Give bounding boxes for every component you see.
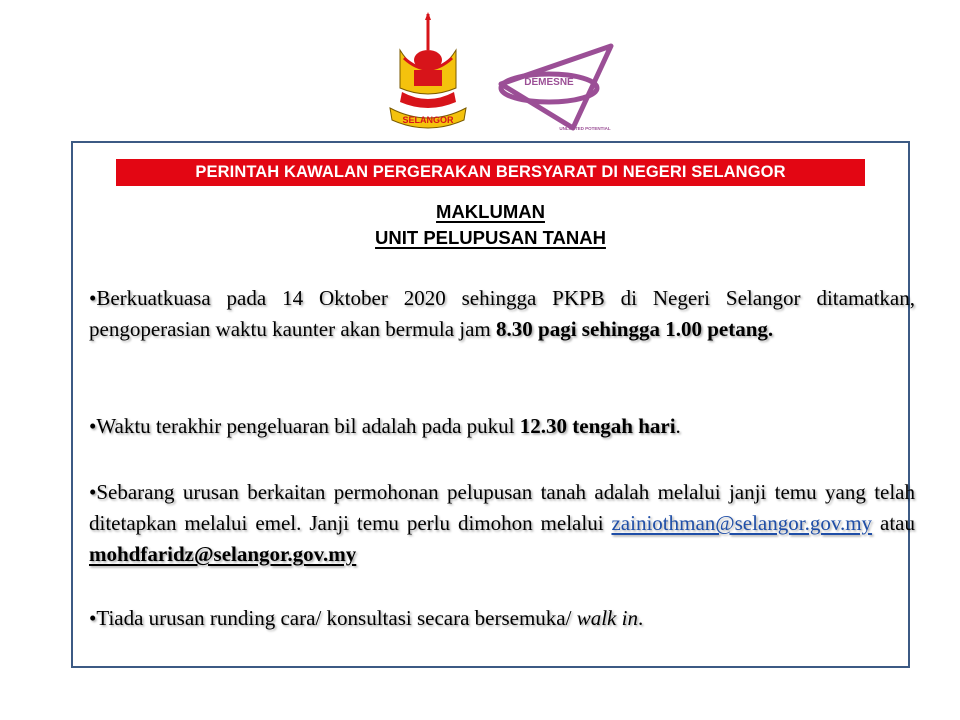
notice-banner: PERINTAH KAWALAN PERGERAKAN BERSYARAT DI NEGERI SELANGOR <box>116 159 865 186</box>
selangor-crest-logo <box>382 10 474 136</box>
email-link-faridz[interactable]: mohdfaridz@selangor.gov.my <box>89 542 357 566</box>
paragraph-bill-time: •Waktu terakhir pengeluaran bil adalah pada pukul 12.30 tengah hari. <box>89 414 681 438</box>
email-link-zaini[interactable]: zainiothman@selangor.gov.my <box>611 511 873 535</box>
heading-makluman: MAKLUMAN <box>436 201 545 222</box>
selangor-text: SELANGOR <box>402 115 454 125</box>
heading-unit: UNIT PELUPUSAN TANAH <box>375 227 606 248</box>
paragraph-counter-hours: •Berkuatkuasa pada 14 Oktober 2020 sehingga PKPB di Negeri Selangor ditamatkan, pengoperasian waktu kaunter akan bermula jam 8.30 pagi sehingga 1.00 petang. <box>89 286 915 341</box>
paragraph-appointment: •Sebarang urusan berkaitan permohonan pelupusan tanah adalah melalui janji temu yang telah ditetapkan melalui emel. Janji temu perlu dimohon melalui zainiothman@selangor.gov.my atau mohdfaridz@selangor.gov.my <box>89 480 915 566</box>
demesne-text: DEMESNE <box>524 77 574 88</box>
notice-frame <box>71 141 915 668</box>
demesne-logo <box>493 40 617 134</box>
demesne-tagline: UNLIMITED POTENTIAL <box>559 126 611 131</box>
paragraph-no-walkin: •Tiada urusan runding cara/ konsultasi secara bersemuka/ walk in. <box>89 606 644 630</box>
